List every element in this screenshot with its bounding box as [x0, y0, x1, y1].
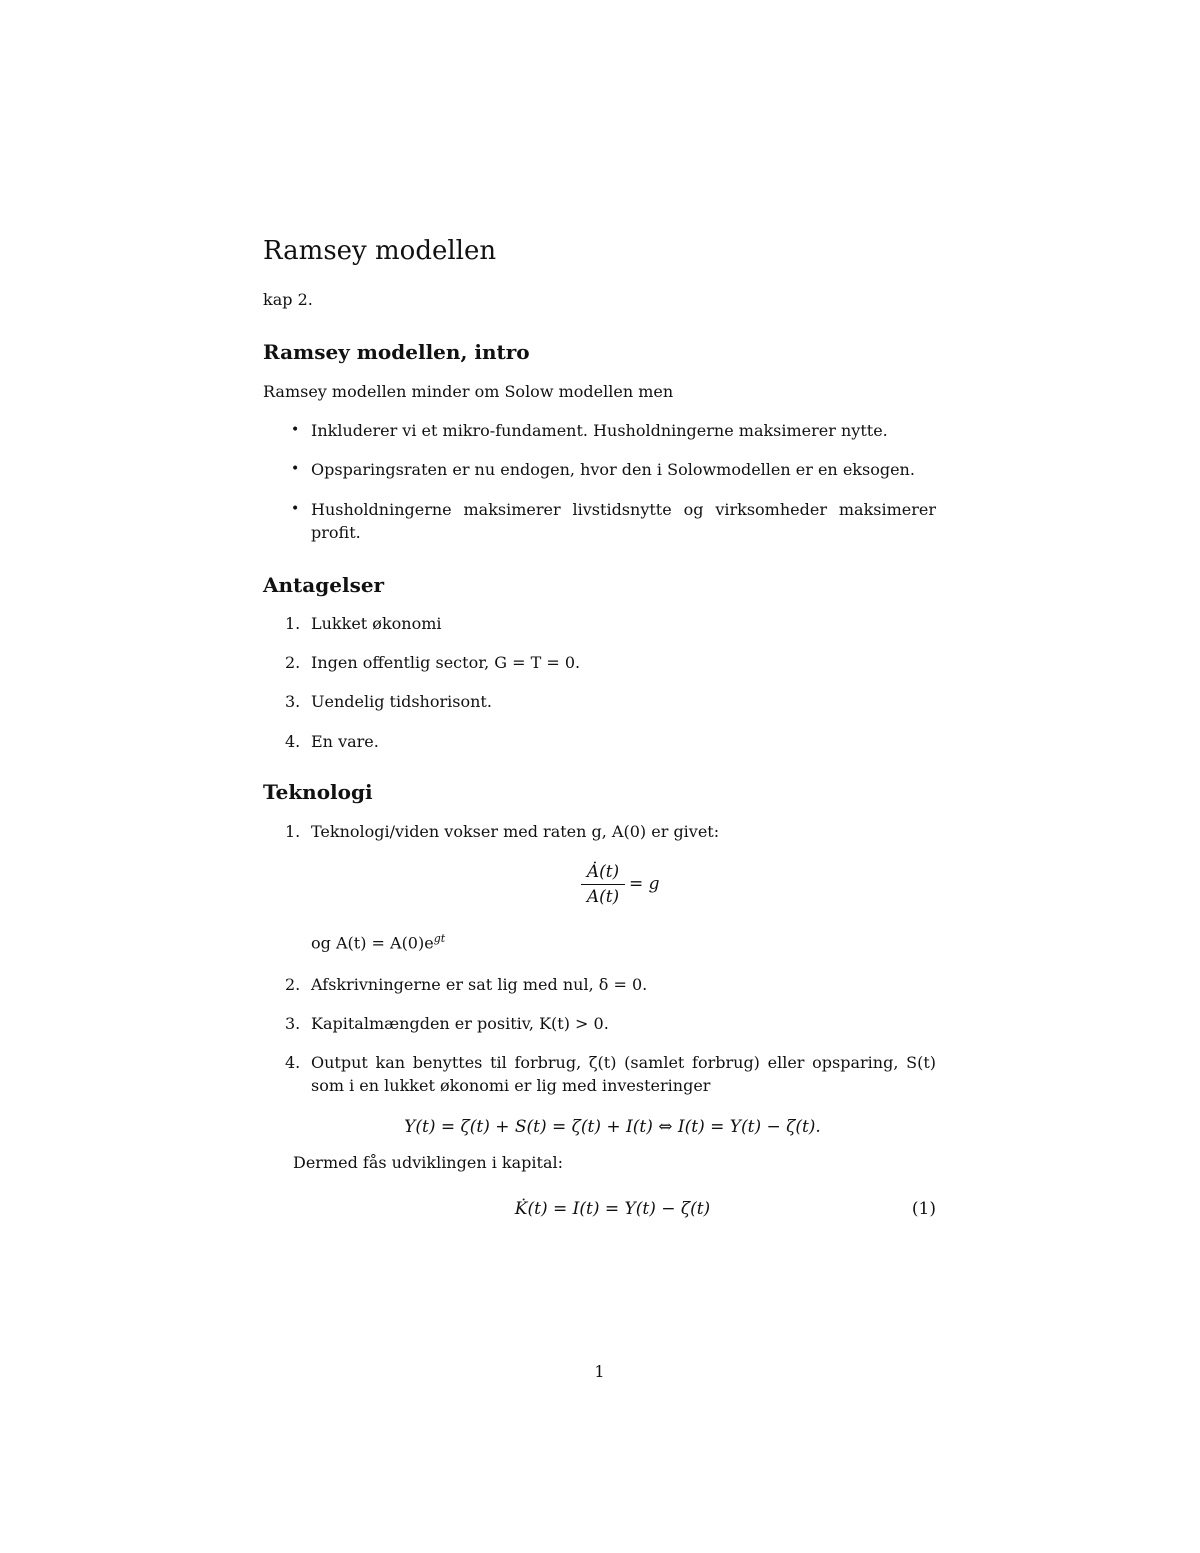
fraction-numerator: Ȧ(t): [581, 862, 625, 885]
list-item: [285, 730, 936, 753]
section-heading-intro: Ramsey modellen, intro: [263, 340, 530, 364]
bullet-marker: •: [291, 501, 300, 517]
list-item-text: Inkluderer vi et mikro-fundament. Husholdningerne maksimerer nytte.: [311, 421, 888, 440]
list-item-text: Teknologi/viden vokser med raten g, A(0) er givet:: [311, 822, 720, 841]
growth-formula-text: og A(t) = A(0)e: [311, 933, 434, 953]
page-number: 1: [594, 1362, 605, 1381]
capital-equation: [263, 1199, 936, 1219]
list-item: [285, 612, 936, 635]
intro-paragraph: Ramsey modellen minder om Solow modellen men: [263, 382, 674, 401]
list-number: 3.: [285, 692, 301, 711]
growth-rate-equation: [581, 862, 671, 907]
list-item-text: En vare.: [311, 732, 379, 751]
list-item-text: Opsparingsraten er nu endogen, hvor den i Solowmodellen er en eksogen.: [311, 460, 915, 479]
list-number: 4.: [285, 1053, 301, 1072]
list-item: [285, 419, 936, 442]
list-item-text: Kapitalmængden er positiv, K(t) > 0.: [311, 1014, 609, 1033]
list-item: [285, 651, 936, 674]
list-item: [285, 458, 936, 481]
list-item: [285, 820, 936, 843]
list-number: 1.: [285, 822, 301, 841]
list-item: [285, 973, 936, 996]
list-item: [285, 498, 936, 544]
list-item-text: Lukket økonomi: [311, 614, 442, 633]
growth-exponent: gt: [433, 932, 446, 945]
fraction-denominator: A(t): [586, 887, 620, 907]
list-number: 4.: [285, 732, 301, 751]
list-number: 1.: [285, 614, 301, 633]
capital-equation-text: K̇(t) = I(t) = Y(t) − ζ(t): [514, 1199, 711, 1219]
section-heading-antagelser: Antagelser: [263, 573, 385, 597]
list-item-text: Ingen offentlig sector, G = T = 0.: [311, 653, 581, 672]
growth-formula: [311, 932, 445, 952]
section-heading-teknologi: Teknologi: [263, 780, 373, 804]
capital-intro: Dermed fås udviklingen i kapital:: [293, 1153, 563, 1172]
list-item: [285, 1051, 936, 1097]
list-item-text: Afskrivningerne er sat lig med nul, δ = 0.: [311, 975, 648, 994]
output-equation: Y(t) = ζ(t) + S(t) = ζ(t) + I(t) ⇔ I(t) = Y(t) − ζ(t).: [404, 1117, 821, 1137]
list-item-text: Output kan benyttes til forbrug, ζ(t) (samlet forbrug) eller opsparing, S(t) som i en lukket økonomi er lig med investeringer: [311, 1053, 936, 1095]
fraction-rhs: = g: [629, 874, 660, 894]
bullet-marker: •: [291, 422, 300, 438]
list-number: 3.: [285, 1014, 301, 1033]
bullet-marker: •: [291, 461, 300, 477]
list-number: 2.: [285, 975, 301, 994]
list-item-text: Husholdningerne maksimerer livstidsnytte og virksomheder maksimerer profit.: [311, 500, 936, 542]
list-item: [285, 690, 936, 713]
list-item: [285, 1012, 936, 1035]
document-title: Ramsey modellen: [263, 236, 497, 266]
list-number: 2.: [285, 653, 301, 672]
equation-number: (1): [911, 1199, 936, 1219]
document-subtitle: kap 2.: [263, 290, 313, 309]
list-item-text: Uendelig tidshorisont.: [311, 692, 492, 711]
